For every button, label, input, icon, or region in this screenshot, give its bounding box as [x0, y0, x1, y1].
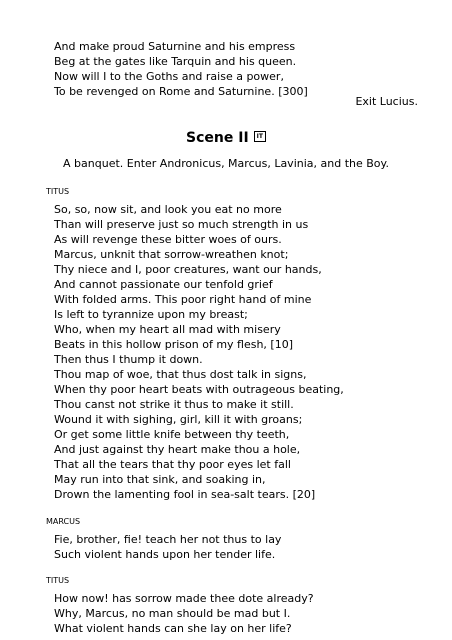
verse-line: How now! has sorrow made thee dote already? — [54, 592, 314, 605]
verse-line: That all the tears that thy poor eyes let fall — [54, 458, 291, 471]
verse-line: And cannot passionate our tenfold grief — [54, 278, 273, 291]
verse-line: Thy niece and I, poor creatures, want our hands, — [54, 263, 322, 276]
verse-line: What violent hands can she lay on her life? — [54, 622, 292, 635]
verse-line: To be revenged on Rome and Saturnine. [300] — [54, 85, 308, 98]
verse-line: When thy poor heart beats with outrageous beating, — [54, 383, 344, 396]
verse-line: Beats in this hollow prison of my flesh, [10] — [54, 338, 294, 351]
verse-line: Then thus I thump it down. — [54, 353, 203, 366]
speaker-name: TITUS — [46, 187, 70, 196]
verse-line: Is left to tyrannize upon my breast; — [54, 308, 248, 321]
verse-line: Drown the lamenting fool in sea-salt tears. [20] — [54, 488, 316, 501]
verse-line: May run into that sink, and soaking in, — [54, 473, 266, 486]
verse-line: Such violent hands upon her tender life. — [54, 548, 276, 561]
verse-line: Than will preserve just so much strength in us — [54, 218, 309, 231]
verse-line: And just against thy heart make thou a hole, — [54, 443, 301, 456]
speaker-name: TITUS — [46, 576, 70, 585]
verse-line: As will revenge these bitter woes of ours. — [54, 233, 282, 246]
verse-line: Or get some little knife between thy teeth, — [54, 428, 290, 441]
verse-line: Why, Marcus, no man should be mad but I. — [54, 607, 291, 620]
verse-line: With folded arms. This poor right hand of mine — [54, 293, 312, 306]
verse-line: Fie, brother, fie! teach her not thus to lay — [54, 533, 282, 546]
verse-line: Thou map of woe, that thus dost talk in signs, — [54, 368, 307, 381]
verse-line: Beg at the gates like Tarquin and his queen. — [54, 55, 297, 68]
verse-line: So, so, now sit, and look you eat no more — [54, 203, 282, 216]
exit-direction: Exit Lucius. — [355, 95, 418, 108]
verse-line: Now will I to the Goths and raise a power, — [54, 70, 284, 83]
stage-direction: A banquet. Enter Andronicus, Marcus, Lavinia, and the Boy. — [63, 157, 389, 170]
verse-line: Marcus, unknit that sorrow-wreathen knot; — [54, 248, 289, 261]
scene-heading — [0, 130, 452, 146]
verse-line: And make proud Saturnine and his empress — [54, 40, 296, 53]
it-icon[interactable]: IT — [254, 131, 266, 142]
verse-line: Thou canst not strike it thus to make it still. — [54, 398, 294, 411]
verse-line: Who, when my heart all mad with misery — [54, 323, 281, 336]
speaker-name: MARCUS — [46, 517, 81, 526]
verse-line: Wound it with sighing, girl, kill it with groans; — [54, 413, 303, 426]
scene-title: Scene II — [186, 130, 249, 146]
